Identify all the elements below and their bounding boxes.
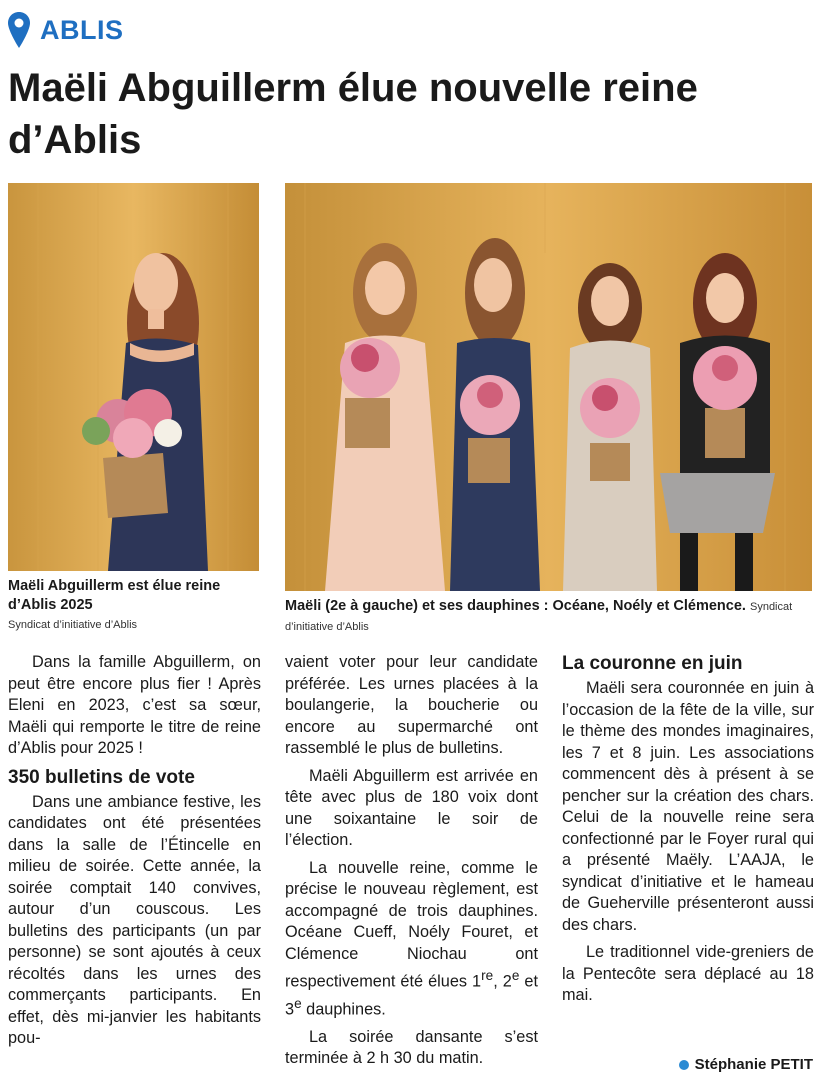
caption-1-text: Maëli Abguillerm est élue reine d’Ablis 2025 [8, 578, 221, 613]
paragraph-1a: Dans une ambiance festive, les candidates ont été présentées dans la salle de l’Étincelle en milieu de soirée. Cette année, la soirée comptait 140 convives, autour d’un couscous. Les bulletins des participants (un par personne) se sont ajoutés à ceux récoltés dans les urnes des commerçants participants. En effet, dès mi-janvier les habitants pou- [8, 792, 261, 1047]
author-signature [679, 1056, 813, 1073]
paragraph-1b: vaient voter pour leur candidate préférée. Les urnes placées à la boulangerie, la boucherie ou encore au supermarché ont rassemblé le plus de bulletins. [285, 653, 538, 757]
caption-1-credit: Syndicat d’initiative d’Ablis [8, 619, 138, 631]
paragraph-4: La soirée dansante s’est terminée à 2 h 30 du matin. [285, 1027, 538, 1068]
bullet-dot-icon [679, 1060, 689, 1070]
article-column-1 [8, 652, 261, 1056]
location-pin-icon [8, 12, 30, 48]
photo-queen-and-maids [285, 183, 812, 591]
article-column-3 [562, 652, 814, 1013]
paragraph-2: Maëli Abguillerm est arrivée en tête avec plus de 180 voix dont une soixantaine le soir de l’élection. [285, 766, 538, 849]
caption-photo-1 [8, 577, 263, 635]
caption-2-text: Maëli (2e à gauche) et ses dauphines : Océane, Noély et Clémence. [285, 598, 746, 614]
caption-photo-2 [285, 597, 815, 637]
subheading-couronne: La couronne en juin [562, 653, 743, 674]
subheading-bulletins: 350 bulletins de vote [8, 766, 195, 788]
headline: Maëli Abguillerm élue nouvelle reine d’Ablis [8, 66, 698, 162]
caption-2-credit: Syndicat d’initiative d’Ablis [285, 601, 793, 633]
paragraph-5: Maëli sera couronnée en juin à l’occasion de la fête de la ville, sur le thème des mondes imaginaires, les 7 et 8 juin. Les associations commencent dès à présent à se pencher sur la création des chars. Celui de la nouvelle reine sera confectionné par le Foyer rural qui a présenté Maëly. L’AAJA, le syndicat d’initiative et le hameau de Gueherville présenteront aussi des chars. [562, 679, 814, 934]
article-column-2 [285, 652, 538, 1076]
photo-queen [8, 183, 259, 571]
paragraph-6: Le traditionnel vide-greniers de la Pentecôte sera déplacé au 18 mai. [562, 943, 814, 1004]
author-name: Stéphanie PETIT [694, 1056, 813, 1073]
intro-paragraph: Dans la famille Abguillerm, on peut être encore plus fier ! Après Eleni en 2023, c’est sa sœur, Maëli qui remporte le titre de reine d’Ablis pour 2025 ! [8, 653, 261, 757]
paragraph-3: La nouvelle reine, comme le précise le nouveau règlement, est accompagné de trois dauphines. Océane Cueff, Noély Fouret, et Clémence Niochau ont respectivement été élues 1re, 2e et 3e dauphines. [285, 858, 538, 1019]
section-label: ABLIS [40, 14, 124, 45]
section-kicker [8, 10, 124, 50]
